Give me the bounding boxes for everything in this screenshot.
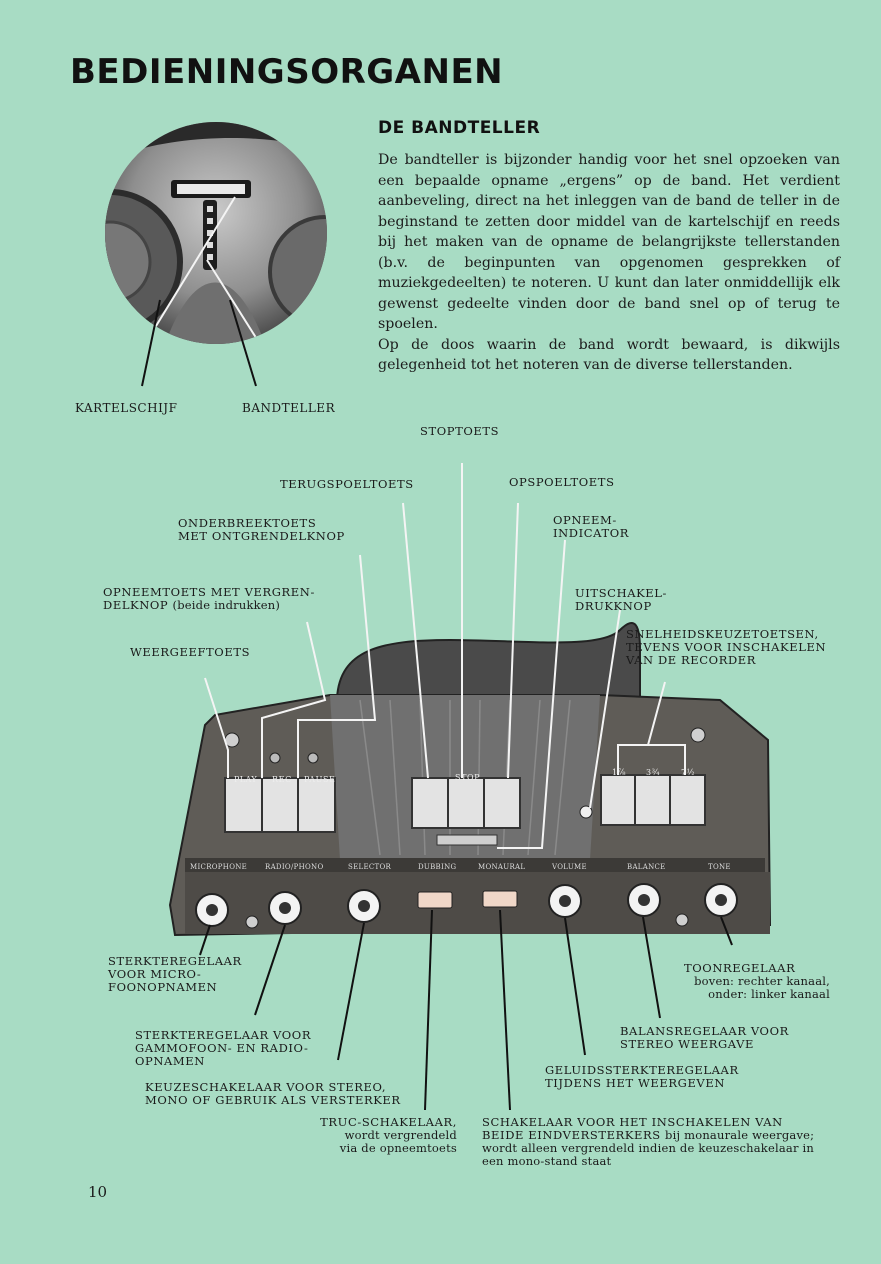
callout-uitschakeldrukknop: UITSCHAKEL- DRUKKNOP bbox=[575, 586, 668, 613]
callout-opneemtoets: OPNEEMTOETS MET VERGREN- DELKNOP (beide indrukken) bbox=[103, 585, 315, 612]
panel-label-speed-3: 7½ bbox=[681, 768, 696, 777]
section-body bbox=[378, 150, 840, 376]
callout-truc-schakelaar: TRUC-SCHAKELAAR, wordt vergrendeld via de opneemtoets bbox=[320, 1115, 457, 1155]
panel-label-knob-3: SELECTOR bbox=[348, 863, 392, 871]
panel-label-rec: REC bbox=[272, 775, 292, 784]
panel-label-knob-1: MICROPHONE bbox=[190, 863, 248, 871]
callout-eindversterkers-schakelaar: SCHAKELAAR VOOR HET INSCHAKELEN VAN BEIDE EINDVERSTERKERS bij monaurale weergave; wordt alleen vergrendeld indien de keuzeschakelaar in een mono-stand staat bbox=[482, 1115, 815, 1168]
panel-label-knob-7: BALANCE bbox=[627, 863, 666, 871]
panel-label-knob-4: DUBBING bbox=[418, 863, 457, 871]
callout-balansregelaar: BALANSREGELAAR VOOR STEREO WEERGAVE bbox=[620, 1024, 789, 1051]
callout-snelheidskeuzetoetsen: SNELHEIDSKEUZETOETSEN, TEVENS VOOR INSCHAKELEN VAN DE RECORDER bbox=[626, 627, 827, 667]
callout-weergeeftoets: WEERGEEFTOETS bbox=[130, 645, 251, 659]
callout-keuzeschakelaar: KEUZESCHAKELAAR VOOR STEREO, MONO OF GEBRUIK ALS VERSTERKER bbox=[145, 1080, 401, 1107]
callout-opspoeltoets: OPSPOELTOETS bbox=[509, 475, 615, 489]
callout-microfoon-regelaar: STERKTEREGELAAR VOOR MICRO- FOONOPNAMEN bbox=[108, 954, 242, 994]
panel-label-knob-8: TONE bbox=[708, 863, 731, 871]
callout-onderbreektoets: ONDERBREEKTOETS MET ONTGRENDELKNOP bbox=[178, 516, 345, 543]
panel-label-knob-6: VOLUME bbox=[552, 863, 587, 871]
callout-toonregelaar: TOONREGELAAR boven: rechter kanaal, onder: linker kanaal bbox=[684, 961, 830, 1001]
label-bandteller: BANDTELLER bbox=[242, 401, 336, 415]
callout-terugspoeltoets: TERUGSPOELTOETS bbox=[280, 477, 414, 491]
panel-label-knob-2: RADIO/PHONO bbox=[265, 863, 324, 871]
label-kartelschijf: KARTELSCHIJF bbox=[75, 401, 178, 415]
section-title: DE BANDTELLER bbox=[378, 118, 541, 138]
panel-label-pause: PAUSE bbox=[304, 775, 336, 784]
paragraph: De bandteller is bijzonder handig voor het snel opzoeken van een bepaalde opname „ergens” op de band. Het verdient aanbeveling, direct na het inleggen van de band de teller in de beginstand te zetten door middel van de kartelschijf en reeds bij het maken van de opname de belangrijkste tellerstanden (b.v. de beginpunten van opgenomen gesprekken of muziekgedeelten) te noteren. U kunt dan later onmiddellijk elk gewenst gedeelte vinden door de band snel op of terug te spoelen. bbox=[378, 152, 840, 332]
page-number: 10 bbox=[88, 1183, 108, 1201]
panel-label-speed-1: 1⅞ bbox=[612, 768, 627, 777]
panel-label-play: PLAY bbox=[234, 775, 258, 784]
paragraph: Op de doos waarin de band wordt bewaard, is dikwijls gelegenheid tot het noteren van de diverse tellerstanden. bbox=[378, 336, 840, 373]
callout-stoptoets: STOPTOETS bbox=[420, 424, 500, 438]
panel-label-stop: STOP bbox=[455, 773, 481, 782]
callout-opneemindicator: OPNEEM- INDICATOR bbox=[553, 513, 630, 540]
panel-label-knob-5: MONAURAL bbox=[478, 863, 526, 871]
page-title: BEDIENINGSORGANEN bbox=[70, 52, 504, 92]
callout-geluidssterkteregelaar: GELUIDSSTERKTEREGELAAR TIJDENS HET WEERGEVEN bbox=[545, 1063, 739, 1090]
panel-label-speed-2: 3¾ bbox=[646, 768, 661, 777]
callout-gammofoon-regelaar: STERKTEREGELAAR VOOR GAMMOFOON- EN RADIO- OPNAMEN bbox=[135, 1028, 312, 1068]
